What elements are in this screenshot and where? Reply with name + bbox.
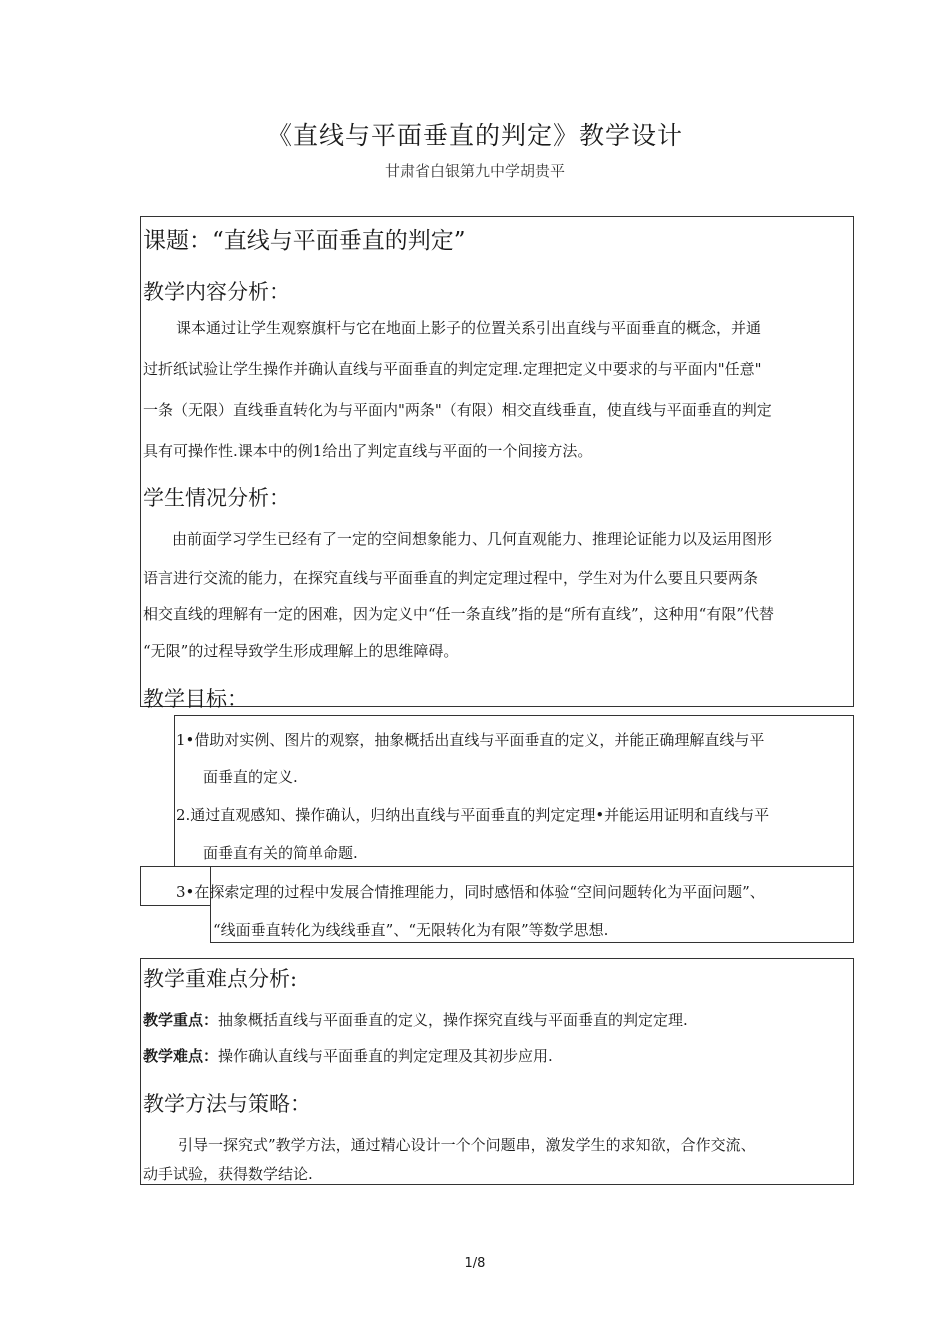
document-author: 甘肃省白银第九中学胡贵平 [384, 162, 565, 180]
topic-heading: 课题：“直线与平面垂直的判定” [143, 228, 466, 254]
content-line-1: 课本通过让学生观察旗杆与它在地面上影子的位置关系引出直线与平面垂直的概念，并通 [176, 319, 762, 337]
goal-1-line-1: 1•借助对实例、图片的观察，抽象概括出直线与平面垂直的定义，并能正确理解直线与平 [176, 731, 765, 749]
student-line-2: 语言进行交流的能力，在探究直线与平面垂直的判定定理过程中，学生对为什么要且只要两条 [143, 569, 759, 587]
difficulty-label: 教学难点： [143, 1047, 219, 1065]
difficulty-row [143, 1045, 553, 1066]
content-line-4: 具有可操作性.课本中的例1给出了判定直线与平面的一个间接方法。 [143, 442, 593, 460]
key-point-row [143, 1009, 688, 1030]
key-point-label: 教学重点： [143, 1011, 219, 1029]
content-analysis-heading: 教学内容分析： [143, 280, 290, 304]
page-number: 1/8 [464, 1256, 486, 1271]
goals-heading: 教学目标： [143, 687, 248, 711]
document-title: 《直线与平面垂直的判定》教学设计 [266, 121, 683, 150]
difficulty-text: 操作确认直线与平面垂直的判定定理及其初步应用. [218, 1047, 553, 1065]
method-heading: 教学方法与策略： [143, 1092, 311, 1116]
goal-3-line-1: 3•在探索定理的过程中发展合情推理能力，同时感悟和体验“空间问题转化为平面问题”、 [176, 883, 765, 901]
key-point-text: 抽象概括直线与平面垂直的定义，操作探究直线与平面垂直的判定定理. [218, 1011, 688, 1029]
goal-2-line-1: 2.通过直观感知、操作确认，归纳出直线与平面垂直的判定定理•并能运用证明和直线与平 [176, 806, 770, 824]
student-line-4: “无限”的过程导致学生形成理解上的思维障碍。 [143, 642, 459, 660]
content-line-2: 过折纸试验让学生操作并确认直线与平面垂直的判定定理.定理把定义中要求的与平面内"任意" [143, 360, 762, 378]
method-line-1: 引导一探究式”教学方法，通过精心设计一个个问题串，激发学生的求知欲，合作交流、 [178, 1136, 756, 1154]
student-analysis-heading: 学生情况分析： [143, 486, 290, 510]
student-line-1: 由前面学习学生已经有了一定的空间想象能力、几何直观能力、推理论证能力以及运用图形 [172, 530, 773, 548]
goal-3-line-2: “线面垂直转化为线线垂直”、“无限转化为有限”等数学思想. [213, 921, 609, 939]
content-line-3: 一条（无限）直线垂直转化为与平面内"两条"（有限）相交直线垂直，使直线与平面垂直的判定 [143, 401, 772, 419]
method-line-2: 动手试验，获得数学结论. [143, 1165, 313, 1183]
student-line-3: 相交直线的理解有一定的困难，因为定义中“任一条直线”指的是“所有直线”，这种用“有限”代替 [143, 605, 775, 623]
goal-2-line-2: 面垂直有关的简单命题. [203, 844, 358, 862]
goal-1-line-2: 面垂直的定义. [203, 768, 298, 786]
key-difficulty-heading: 教学重难点分析: [143, 967, 298, 991]
